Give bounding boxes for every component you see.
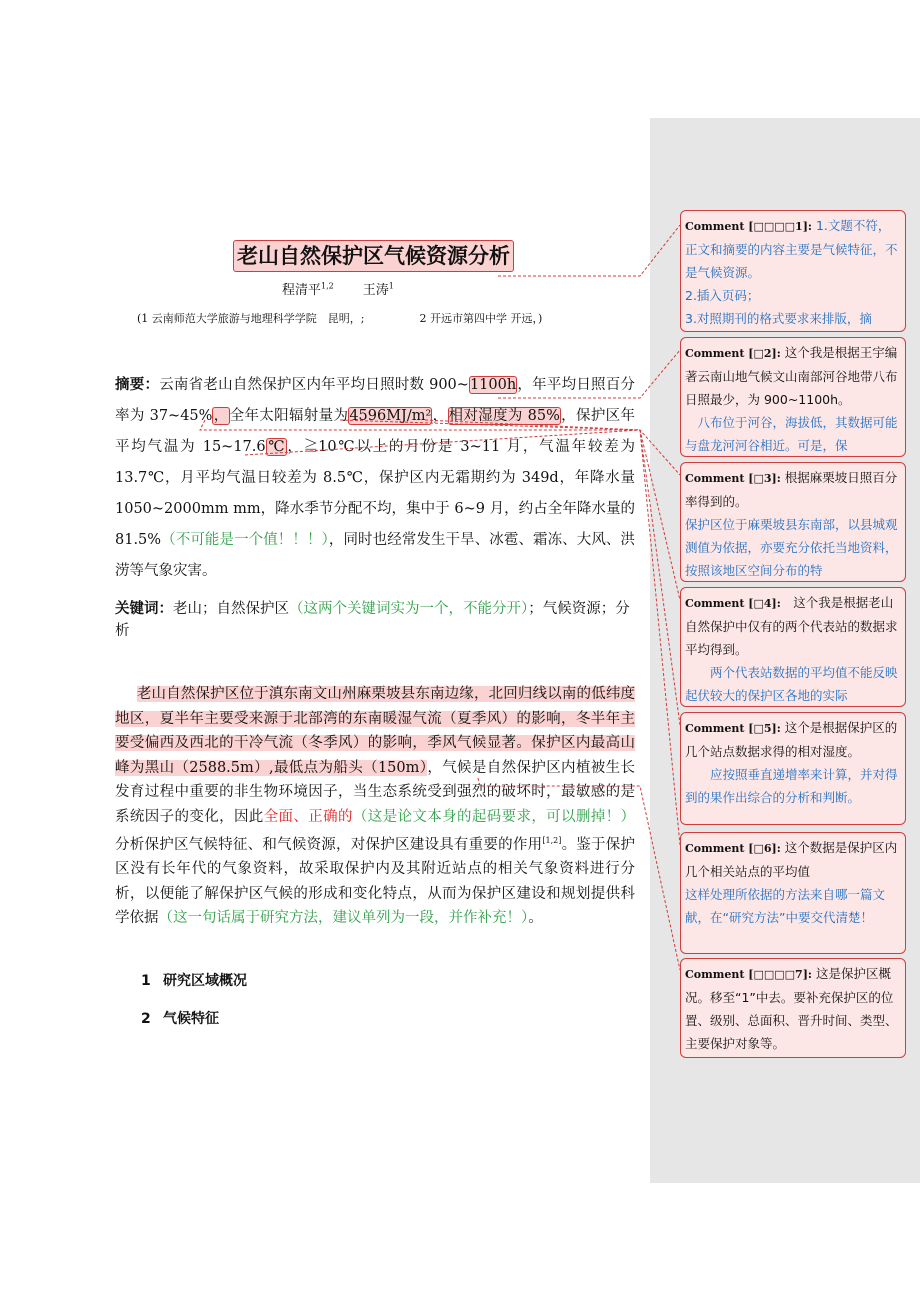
comment-text: 3.对照期刊的格式要求来排版，摘 — [685, 311, 872, 326]
abstract-label: 摘要： — [115, 377, 160, 393]
comment-text: 根据麻栗坡日照百分率得到的。 — [685, 470, 898, 509]
body-text: 。鉴于保护区没有长年代的气象资料，故采取保护内及其附近站点的相关气象资料进行分析，以便能了解保护区气候的形成和变化特点，从而为保护区建设和规划提供科学依据 — [115, 836, 636, 927]
comment-text: 这个我是根据老山自然保护中仅有的两个代表站的数据求平均得到。 — [685, 595, 898, 657]
body-text: 分析保护区气候特征、和气候资源，对保护区建设具有重要的作用 — [115, 836, 543, 853]
comment-3[interactable] — [680, 462, 906, 582]
comment-text: 这个是根据保护区的几个站点数据求得的相对湿度。 — [685, 720, 898, 759]
comment-text: 保护区位于麻栗坡县东南部，以县城观测值为依据，亦要充分依托当地资料，按照该地区空间分布的特 — [685, 517, 898, 578]
comment-text: 1.文题不符，正文和摘要的内容主要是气候特征，不是气候资源。 — [685, 218, 898, 280]
reviewer-deletion: 全面、正确的 — [263, 808, 353, 825]
comment-header: Comment [□□□□7]: — [685, 968, 812, 981]
comment-header: Comment [□□□□1]: — [685, 220, 812, 233]
comment-anchor-6[interactable]: ℃ — [266, 439, 287, 455]
abstract-text: 云南省老山自然保护区内年平均日照时数 900~ — [159, 377, 469, 393]
abstract-text: ，保护区年平均气温为 15~17.6 — [115, 408, 636, 455]
comment-text: 这个数据是保护区内几个相关站点的平均值 — [685, 840, 898, 879]
comment-6[interactable] — [680, 832, 906, 954]
comment-text: 这样处理所依据的方法来自哪一篇文献，在“研究方法”中要交代清楚！ — [685, 887, 886, 925]
comment-header: Comment [□2]: — [685, 347, 781, 360]
comment-text: 这是保护区概况。移至“1”中去。要补充保护区的位置、级别、总面积、晋升时间、类型、主要保护对象等。 — [685, 966, 898, 1051]
abstract-text: 全年太阳辐射量为 — [229, 408, 349, 424]
comment-header: Comment [□4]: — [685, 597, 781, 610]
comment-5[interactable] — [680, 712, 906, 825]
abstract-text: ，≧10℃以上的月份是 3~11 月，气温年较差为 13.7℃，月平均气温日较差为 8.5℃，保护区内无霜期约为 349d，年降水量 1050~2000mm mm，降水季节分配不均，集中于 6~9 月，约占全年降水量的 81.5% — [115, 439, 635, 548]
section-title: 研究区域概况 — [163, 973, 247, 989]
comment-anchor-5[interactable]: 相对湿度为 85% — [448, 408, 560, 424]
author-affiliation-mark: 1 — [388, 281, 394, 291]
keywords-label: 关键词： — [115, 601, 173, 617]
comment-header: Comment [□3]: — [685, 472, 781, 485]
comment-text: 应按照垂直递增率来计算，并对得到的果作出综合的分析和判断。 — [685, 767, 898, 805]
comment-text: 八布位于河谷，海拔低，其数据可能与盘龙河河谷相近。可是，保 — [685, 415, 898, 453]
comment-4[interactable] — [680, 587, 906, 707]
comment-anchor-2[interactable]: 1100h — [469, 377, 517, 393]
section-heading-1 — [141, 970, 247, 990]
author-name: 王涛 — [362, 283, 389, 298]
author-affiliation-mark: 1,2 — [321, 281, 334, 291]
comment-anchor-7[interactable]: 老山自然保护区位于滇东南文山州麻栗坡县东南边缘，北回归线以南的低纬度地区，夏半年主要受来源于北部湾的东南暖湿气流（夏季风）的影响，冬半年主要受偏西及西北的干冷气流（冬季风）的影响，季风气候显著。保护区内最高山峰为黑山（2588.5m）,最低点为船头（150m） — [115, 686, 635, 776]
section-number: 2 — [141, 1011, 151, 1027]
body-text: 。 — [528, 910, 543, 927]
comment-text: 这个我是根据王宇编著云南山地气候文山南部河谷地带八布日照最少，为 900~1100h。 — [685, 345, 898, 407]
reviewer-note: （这两个关键词实为一个，不能分开） — [289, 601, 529, 617]
comment-anchor-3[interactable]: ， — [213, 408, 229, 424]
comment-header: Comment [□6]: — [685, 842, 781, 855]
abstract-text: ，同时也经常发生干旱、冰雹、霜冻、大风、洪涝等气象灾害。 — [115, 532, 636, 579]
intro-paragraph — [115, 682, 635, 931]
section-number: 1 — [141, 973, 151, 989]
keywords-text: 老山；自然保护区 — [173, 601, 289, 617]
abstract-text: ， — [432, 408, 448, 424]
section-title: 气候特征 — [163, 1011, 219, 1027]
reviewer-note: （这是论文本身的起码要求，可以删掉！） — [352, 808, 636, 825]
comment-header: Comment [□5]: — [685, 722, 781, 735]
comment-2[interactable] — [680, 337, 906, 457]
comment-anchor-4[interactable]: 4596MJ/m² — [349, 408, 432, 424]
comment-text: 两个代表站数据的平均值不能反映起伏较大的保护区各地的实际 — [685, 665, 898, 703]
section-heading-2 — [141, 1008, 219, 1028]
comment-text: 2.插入页码； — [685, 288, 760, 303]
comment-7[interactable] — [680, 958, 906, 1058]
abstract-text: ，年平均日照百分率为 37~45% — [115, 377, 636, 424]
abstract-paragraph — [115, 370, 635, 587]
author-line — [282, 279, 394, 298]
author-name: 程清平 — [282, 283, 322, 298]
paper-title[interactable]: 老山自然保护区气候资源分析 — [233, 240, 514, 272]
keywords-text: ；气候资源；分析 — [115, 601, 630, 639]
reviewer-note: （不可能是一个值！！！） — [161, 532, 329, 548]
citation[interactable]: [1,2] — [542, 836, 562, 845]
affiliation-line: (1 云南师范大学旅游与地理科学学院 昆明，; 2 开远市第四中学 开远，) — [137, 312, 543, 325]
keywords-line — [115, 598, 635, 642]
reviewer-note: （这一句话属于研究方法，建议单列为一段，并作补充！） — [158, 910, 529, 927]
body-text: ，气候是自然保护区内植被生长发育过程中重要的非生物环境因子，当生态系统受到强烈的破坏时，最敏感的是系统因子的变化，因此 — [115, 759, 635, 825]
comment-1[interactable] — [680, 210, 906, 332]
